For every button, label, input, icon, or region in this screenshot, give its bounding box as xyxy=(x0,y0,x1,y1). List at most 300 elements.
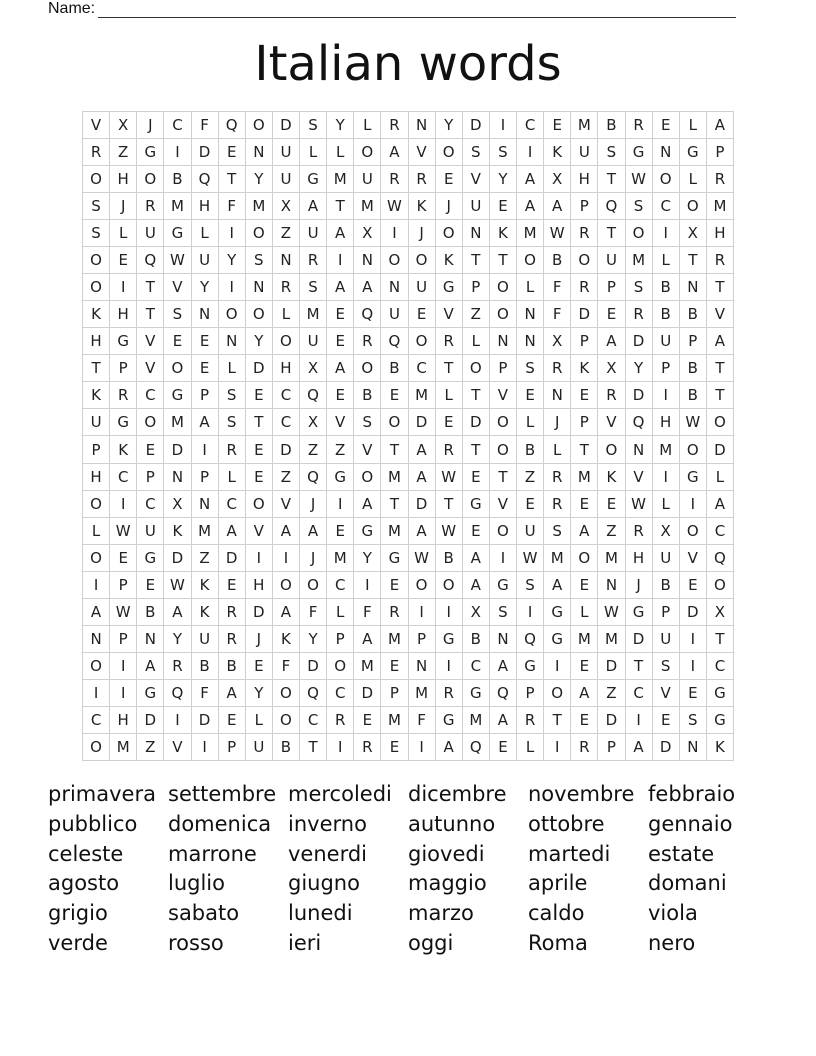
grid-cell[interactable]: A xyxy=(381,139,408,166)
grid-cell[interactable]: A xyxy=(517,193,544,220)
grid-cell[interactable]: B xyxy=(680,382,707,409)
grid-cell[interactable]: U xyxy=(273,139,300,166)
grid-cell[interactable]: N xyxy=(544,382,571,409)
grid-cell[interactable]: V xyxy=(436,301,463,328)
grid-cell[interactable]: E xyxy=(219,707,246,734)
grid-cell[interactable]: N xyxy=(192,491,219,518)
grid-cell[interactable]: E xyxy=(381,572,408,599)
grid-cell[interactable]: M xyxy=(409,680,436,707)
grid-cell[interactable]: U xyxy=(653,545,680,572)
grid-cell[interactable]: U xyxy=(381,301,408,328)
grid-cell[interactable]: P xyxy=(653,355,680,382)
grid-cell[interactable]: N xyxy=(490,626,517,653)
grid-cell[interactable]: A xyxy=(300,193,327,220)
grid-cell[interactable]: O xyxy=(436,220,463,247)
grid-cell[interactable]: I xyxy=(164,707,191,734)
grid-cell[interactable]: S xyxy=(83,193,110,220)
grid-cell[interactable]: B xyxy=(544,247,571,274)
grid-cell[interactable]: V xyxy=(137,328,164,355)
grid-cell[interactable]: A xyxy=(463,572,490,599)
grid-cell[interactable]: R xyxy=(327,707,354,734)
grid-cell[interactable]: A xyxy=(327,274,354,301)
grid-cell[interactable]: V xyxy=(653,680,680,707)
grid-cell[interactable]: L xyxy=(517,409,544,436)
grid-cell[interactable]: G xyxy=(544,626,571,653)
grid-cell[interactable]: S xyxy=(463,139,490,166)
grid-cell[interactable]: Q xyxy=(707,545,734,572)
grid-cell[interactable]: W xyxy=(164,572,191,599)
grid-cell[interactable]: M xyxy=(463,707,490,734)
grid-cell[interactable]: H xyxy=(571,166,598,193)
grid-cell[interactable]: C xyxy=(409,355,436,382)
grid-cell[interactable]: H xyxy=(626,545,653,572)
grid-cell[interactable]: O xyxy=(409,247,436,274)
grid-cell[interactable]: A xyxy=(409,436,436,463)
grid-cell[interactable]: E xyxy=(571,572,598,599)
grid-cell[interactable]: O xyxy=(680,436,707,463)
grid-cell[interactable]: V xyxy=(273,491,300,518)
grid-cell[interactable]: G xyxy=(463,680,490,707)
grid-cell[interactable]: O xyxy=(381,409,408,436)
grid-cell[interactable]: O xyxy=(354,464,381,491)
grid-cell[interactable]: O xyxy=(490,518,517,545)
grid-cell[interactable]: B xyxy=(219,653,246,680)
grid-cell[interactable]: H xyxy=(273,355,300,382)
grid-cell[interactable]: S xyxy=(219,409,246,436)
grid-cell[interactable]: T xyxy=(381,491,408,518)
grid-cell[interactable]: E xyxy=(192,355,219,382)
grid-cell[interactable]: U xyxy=(137,220,164,247)
grid-cell[interactable]: X xyxy=(544,328,571,355)
grid-cell[interactable]: D xyxy=(273,436,300,463)
grid-cell[interactable]: P xyxy=(490,355,517,382)
grid-cell[interactable]: N xyxy=(680,734,707,761)
grid-cell[interactable]: T xyxy=(707,355,734,382)
grid-cell[interactable]: J xyxy=(409,220,436,247)
grid-cell[interactable]: Y xyxy=(192,274,219,301)
grid-cell[interactable]: U xyxy=(409,274,436,301)
grid-cell[interactable]: D xyxy=(626,328,653,355)
grid-cell[interactable]: R xyxy=(544,355,571,382)
grid-cell[interactable]: A xyxy=(544,572,571,599)
grid-cell[interactable]: K xyxy=(436,247,463,274)
grid-cell[interactable]: E xyxy=(219,572,246,599)
grid-cell[interactable]: K xyxy=(110,436,137,463)
grid-cell[interactable]: T xyxy=(598,166,625,193)
grid-cell[interactable]: O xyxy=(707,572,734,599)
grid-cell[interactable]: G xyxy=(490,572,517,599)
grid-cell[interactable]: V xyxy=(354,436,381,463)
grid-cell[interactable]: K xyxy=(164,518,191,545)
grid-cell[interactable]: O xyxy=(83,166,110,193)
grid-cell[interactable]: E xyxy=(517,491,544,518)
grid-cell[interactable]: I xyxy=(246,545,273,572)
grid-cell[interactable]: T xyxy=(219,166,246,193)
grid-cell[interactable]: C xyxy=(327,680,354,707)
grid-cell[interactable]: O xyxy=(436,139,463,166)
grid-cell[interactable]: C xyxy=(707,653,734,680)
grid-cell[interactable]: T xyxy=(626,653,653,680)
grid-cell[interactable]: N xyxy=(517,328,544,355)
grid-cell[interactable]: G xyxy=(300,166,327,193)
grid-cell[interactable]: M xyxy=(192,518,219,545)
grid-cell[interactable]: W xyxy=(110,518,137,545)
grid-cell[interactable]: A xyxy=(409,518,436,545)
grid-cell[interactable]: U xyxy=(517,518,544,545)
grid-cell[interactable]: O xyxy=(490,436,517,463)
grid-cell[interactable]: P xyxy=(598,734,625,761)
grid-cell[interactable]: I xyxy=(653,220,680,247)
grid-cell[interactable]: E xyxy=(327,382,354,409)
grid-cell[interactable]: K xyxy=(192,572,219,599)
grid-cell[interactable]: E xyxy=(490,193,517,220)
grid-cell[interactable]: A xyxy=(707,491,734,518)
grid-cell[interactable]: O xyxy=(680,518,707,545)
grid-cell[interactable]: U xyxy=(192,626,219,653)
grid-cell[interactable]: I xyxy=(219,274,246,301)
grid-cell[interactable]: C xyxy=(273,382,300,409)
grid-cell[interactable]: K xyxy=(707,734,734,761)
grid-cell[interactable]: G xyxy=(137,680,164,707)
grid-cell[interactable]: E xyxy=(110,247,137,274)
grid-cell[interactable]: C xyxy=(110,464,137,491)
grid-cell[interactable]: G xyxy=(137,139,164,166)
grid-cell[interactable]: I xyxy=(653,382,680,409)
grid-cell[interactable]: T xyxy=(137,274,164,301)
grid-cell[interactable]: G xyxy=(164,220,191,247)
grid-cell[interactable]: D xyxy=(164,436,191,463)
grid-cell[interactable]: B xyxy=(137,599,164,626)
grid-cell[interactable]: D xyxy=(626,382,653,409)
grid-cell[interactable]: S xyxy=(626,274,653,301)
grid-cell[interactable]: I xyxy=(490,112,517,139)
grid-cell[interactable]: L xyxy=(544,436,571,463)
grid-cell[interactable]: B xyxy=(680,301,707,328)
grid-cell[interactable]: T xyxy=(490,247,517,274)
grid-cell[interactable]: A xyxy=(327,355,354,382)
grid-cell[interactable]: K xyxy=(83,301,110,328)
grid-cell[interactable]: R xyxy=(544,464,571,491)
grid-cell[interactable]: R xyxy=(707,247,734,274)
grid-cell[interactable]: P xyxy=(327,626,354,653)
grid-cell[interactable]: B xyxy=(517,436,544,463)
grid-cell[interactable]: Y xyxy=(327,112,354,139)
grid-cell[interactable]: M xyxy=(164,193,191,220)
grid-cell[interactable]: X xyxy=(653,518,680,545)
grid-cell[interactable]: X xyxy=(354,220,381,247)
grid-cell[interactable]: P xyxy=(192,382,219,409)
grid-cell[interactable]: K xyxy=(409,193,436,220)
grid-cell[interactable]: O xyxy=(490,274,517,301)
grid-cell[interactable]: A xyxy=(544,193,571,220)
grid-cell[interactable]: A xyxy=(707,328,734,355)
grid-cell[interactable]: Y xyxy=(300,626,327,653)
grid-cell[interactable]: K xyxy=(273,626,300,653)
grid-cell[interactable]: U xyxy=(246,734,273,761)
grid-cell[interactable]: G xyxy=(517,653,544,680)
grid-cell[interactable]: L xyxy=(300,139,327,166)
grid-cell[interactable]: Z xyxy=(137,734,164,761)
grid-cell[interactable]: P xyxy=(707,139,734,166)
grid-cell[interactable]: M xyxy=(571,112,598,139)
grid-cell[interactable]: S xyxy=(83,220,110,247)
grid-cell[interactable]: O xyxy=(680,193,707,220)
grid-cell[interactable]: D xyxy=(409,409,436,436)
grid-cell[interactable]: F xyxy=(544,301,571,328)
grid-cell[interactable]: O xyxy=(490,409,517,436)
grid-cell[interactable]: Y xyxy=(436,112,463,139)
grid-cell[interactable]: Z xyxy=(273,220,300,247)
grid-cell[interactable]: G xyxy=(436,626,463,653)
grid-cell[interactable]: C xyxy=(273,409,300,436)
grid-cell[interactable]: R xyxy=(409,166,436,193)
grid-cell[interactable]: G xyxy=(626,599,653,626)
grid-cell[interactable]: V xyxy=(680,545,707,572)
grid-cell[interactable]: P xyxy=(137,464,164,491)
grid-cell[interactable]: T xyxy=(707,626,734,653)
grid-cell[interactable]: E xyxy=(436,409,463,436)
grid-cell[interactable]: E xyxy=(110,545,137,572)
grid-cell[interactable]: U xyxy=(300,220,327,247)
grid-cell[interactable]: R xyxy=(436,328,463,355)
name-field[interactable] xyxy=(48,0,736,18)
grid-cell[interactable]: K xyxy=(544,139,571,166)
grid-cell[interactable]: O xyxy=(354,139,381,166)
grid-cell[interactable]: V xyxy=(490,491,517,518)
grid-cell[interactable]: S xyxy=(653,653,680,680)
grid-cell[interactable]: H xyxy=(192,193,219,220)
grid-cell[interactable]: O xyxy=(273,680,300,707)
grid-cell[interactable]: X xyxy=(680,220,707,247)
grid-cell[interactable]: L xyxy=(707,464,734,491)
grid-cell[interactable]: R xyxy=(381,599,408,626)
grid-cell[interactable]: M xyxy=(571,464,598,491)
grid-cell[interactable]: O xyxy=(381,247,408,274)
grid-cell[interactable]: X xyxy=(164,491,191,518)
grid-cell[interactable]: E xyxy=(680,680,707,707)
grid-cell[interactable]: I xyxy=(409,599,436,626)
grid-cell[interactable]: I xyxy=(517,139,544,166)
grid-cell[interactable]: K xyxy=(83,382,110,409)
grid-cell[interactable]: Q xyxy=(300,464,327,491)
grid-cell[interactable]: O xyxy=(409,572,436,599)
grid-cell[interactable]: M xyxy=(598,545,625,572)
grid-cell[interactable]: N xyxy=(680,274,707,301)
grid-cell[interactable]: Z xyxy=(598,680,625,707)
grid-cell[interactable]: Z xyxy=(463,301,490,328)
grid-cell[interactable]: B xyxy=(436,545,463,572)
grid-cell[interactable]: E xyxy=(598,491,625,518)
grid-cell[interactable]: D xyxy=(626,626,653,653)
grid-cell[interactable]: E xyxy=(164,328,191,355)
name-underline[interactable] xyxy=(98,3,736,18)
grid-cell[interactable]: F xyxy=(300,599,327,626)
grid-cell[interactable]: I xyxy=(273,545,300,572)
grid-cell[interactable]: G xyxy=(544,599,571,626)
grid-cell[interactable]: Q xyxy=(300,680,327,707)
grid-cell[interactable]: P xyxy=(83,436,110,463)
grid-cell[interactable]: U xyxy=(137,518,164,545)
grid-cell[interactable]: V xyxy=(463,166,490,193)
grid-cell[interactable]: B xyxy=(354,382,381,409)
grid-cell[interactable]: M xyxy=(598,626,625,653)
grid-cell[interactable]: I xyxy=(490,545,517,572)
grid-cell[interactable]: B xyxy=(653,572,680,599)
grid-cell[interactable]: Q xyxy=(137,247,164,274)
grid-cell[interactable]: X xyxy=(273,193,300,220)
grid-cell[interactable]: A xyxy=(273,518,300,545)
grid-cell[interactable]: P xyxy=(219,734,246,761)
grid-cell[interactable]: O xyxy=(653,166,680,193)
grid-cell[interactable]: U xyxy=(653,328,680,355)
grid-cell[interactable]: I xyxy=(83,572,110,599)
grid-cell[interactable]: H xyxy=(110,707,137,734)
grid-cell[interactable]: W xyxy=(436,464,463,491)
grid-cell[interactable]: Y xyxy=(354,545,381,572)
grid-cell[interactable]: P xyxy=(381,680,408,707)
grid-cell[interactable]: E xyxy=(354,707,381,734)
grid-cell[interactable]: G xyxy=(680,464,707,491)
grid-cell[interactable]: O xyxy=(246,301,273,328)
grid-cell[interactable]: D xyxy=(707,436,734,463)
grid-cell[interactable]: T xyxy=(137,301,164,328)
grid-cell[interactable]: R xyxy=(219,436,246,463)
grid-cell[interactable]: I xyxy=(544,734,571,761)
grid-cell[interactable]: F xyxy=(219,193,246,220)
grid-cell[interactable]: A xyxy=(490,707,517,734)
grid-cell[interactable]: E xyxy=(381,653,408,680)
grid-cell[interactable]: F xyxy=(354,599,381,626)
grid-cell[interactable]: E xyxy=(137,436,164,463)
grid-cell[interactable]: M xyxy=(164,409,191,436)
grid-cell[interactable]: L xyxy=(517,734,544,761)
word-search-grid[interactable] xyxy=(82,111,734,761)
grid-cell[interactable]: X xyxy=(110,112,137,139)
grid-cell[interactable]: O xyxy=(409,328,436,355)
grid-cell[interactable]: Q xyxy=(300,382,327,409)
grid-cell[interactable]: M xyxy=(327,545,354,572)
grid-cell[interactable]: S xyxy=(354,409,381,436)
grid-cell[interactable]: X xyxy=(544,166,571,193)
grid-cell[interactable]: K xyxy=(598,464,625,491)
grid-cell[interactable]: N xyxy=(409,653,436,680)
grid-cell[interactable]: P xyxy=(409,626,436,653)
grid-cell[interactable]: P xyxy=(680,328,707,355)
grid-cell[interactable]: O xyxy=(300,572,327,599)
grid-cell[interactable]: N xyxy=(598,572,625,599)
grid-cell[interactable]: N xyxy=(164,464,191,491)
grid-cell[interactable]: I xyxy=(327,247,354,274)
grid-cell[interactable]: R xyxy=(354,734,381,761)
grid-cell[interactable]: R xyxy=(381,166,408,193)
grid-cell[interactable]: O xyxy=(273,572,300,599)
grid-cell[interactable]: O xyxy=(83,545,110,572)
grid-cell[interactable]: O xyxy=(83,653,110,680)
grid-cell[interactable]: Y xyxy=(246,680,273,707)
grid-cell[interactable]: O xyxy=(83,491,110,518)
grid-cell[interactable]: I xyxy=(409,734,436,761)
grid-cell[interactable]: C xyxy=(707,518,734,545)
grid-cell[interactable]: O xyxy=(354,355,381,382)
grid-cell[interactable]: A xyxy=(463,545,490,572)
grid-cell[interactable]: N xyxy=(246,139,273,166)
grid-cell[interactable]: I xyxy=(436,599,463,626)
grid-cell[interactable]: O xyxy=(273,328,300,355)
grid-cell[interactable]: A xyxy=(137,653,164,680)
grid-cell[interactable]: G xyxy=(463,491,490,518)
grid-cell[interactable]: E xyxy=(490,734,517,761)
grid-cell[interactable]: J xyxy=(137,112,164,139)
grid-cell[interactable]: P xyxy=(653,599,680,626)
grid-cell[interactable]: D xyxy=(192,707,219,734)
grid-cell[interactable]: I xyxy=(192,436,219,463)
grid-cell[interactable]: W xyxy=(680,409,707,436)
grid-cell[interactable]: A xyxy=(83,599,110,626)
grid-cell[interactable]: O xyxy=(273,707,300,734)
grid-cell[interactable]: O xyxy=(626,220,653,247)
grid-cell[interactable]: D xyxy=(192,139,219,166)
grid-cell[interactable]: J xyxy=(110,193,137,220)
grid-cell[interactable]: O xyxy=(83,734,110,761)
grid-cell[interactable]: N xyxy=(490,328,517,355)
grid-cell[interactable]: N xyxy=(463,220,490,247)
grid-cell[interactable]: G xyxy=(327,464,354,491)
grid-cell[interactable]: L xyxy=(463,328,490,355)
grid-cell[interactable]: V xyxy=(626,464,653,491)
grid-cell[interactable]: G xyxy=(436,707,463,734)
grid-cell[interactable]: O xyxy=(137,166,164,193)
grid-cell[interactable]: Q xyxy=(598,193,625,220)
grid-cell[interactable]: R xyxy=(300,247,327,274)
grid-cell[interactable]: Q xyxy=(626,409,653,436)
grid-cell[interactable]: I xyxy=(327,734,354,761)
grid-cell[interactable]: L xyxy=(219,355,246,382)
grid-cell[interactable]: I xyxy=(517,599,544,626)
grid-cell[interactable]: D xyxy=(680,599,707,626)
grid-cell[interactable]: G xyxy=(137,545,164,572)
grid-cell[interactable]: S xyxy=(517,355,544,382)
grid-cell[interactable]: W xyxy=(626,491,653,518)
grid-cell[interactable]: E xyxy=(381,382,408,409)
grid-cell[interactable]: L xyxy=(680,112,707,139)
grid-cell[interactable]: M xyxy=(409,382,436,409)
grid-cell[interactable]: E xyxy=(246,436,273,463)
grid-cell[interactable]: D xyxy=(219,545,246,572)
grid-cell[interactable]: O xyxy=(598,436,625,463)
grid-cell[interactable]: O xyxy=(246,491,273,518)
grid-cell[interactable]: Q xyxy=(192,166,219,193)
grid-cell[interactable]: L xyxy=(192,220,219,247)
grid-cell[interactable]: E xyxy=(436,166,463,193)
grid-cell[interactable]: M xyxy=(354,193,381,220)
grid-cell[interactable]: L xyxy=(653,247,680,274)
grid-cell[interactable]: E xyxy=(571,491,598,518)
grid-cell[interactable]: N xyxy=(83,626,110,653)
grid-cell[interactable]: C xyxy=(137,382,164,409)
grid-cell[interactable]: E xyxy=(327,518,354,545)
grid-cell[interactable]: A xyxy=(192,409,219,436)
grid-cell[interactable]: R xyxy=(571,220,598,247)
grid-cell[interactable]: H xyxy=(707,220,734,247)
grid-cell[interactable]: S xyxy=(164,301,191,328)
grid-cell[interactable]: O xyxy=(246,112,273,139)
grid-cell[interactable]: B xyxy=(463,626,490,653)
grid-cell[interactable]: A xyxy=(164,599,191,626)
grid-cell[interactable]: A xyxy=(219,518,246,545)
grid-cell[interactable]: A xyxy=(354,491,381,518)
grid-cell[interactable]: A xyxy=(571,518,598,545)
grid-cell[interactable]: P xyxy=(571,409,598,436)
